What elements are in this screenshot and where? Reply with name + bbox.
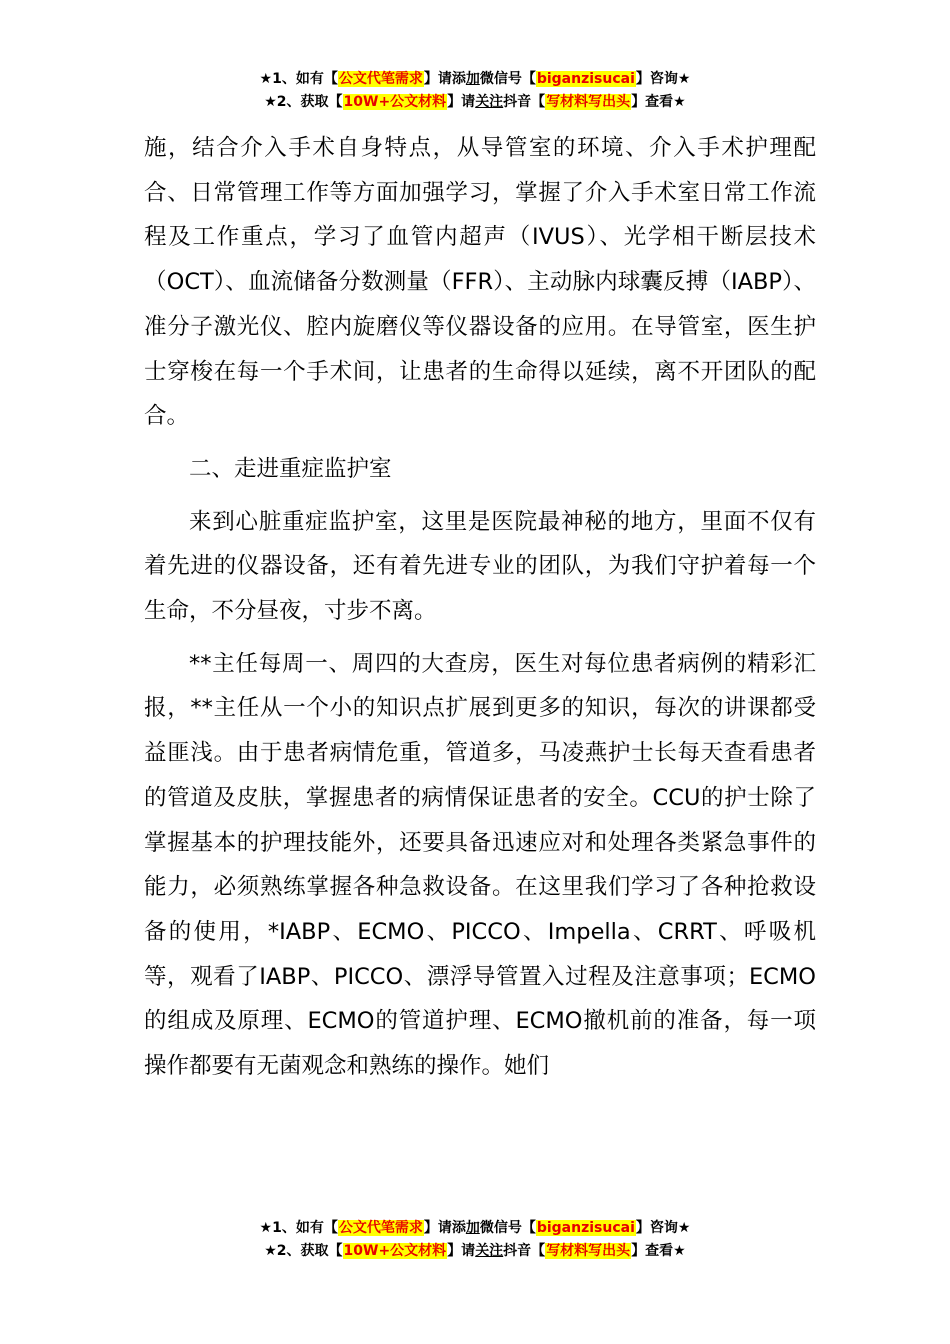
footer-line-1-suffix: 】咨询★ (635, 1220, 691, 1236)
footer-line-1-underlined: 加 (465, 1220, 480, 1236)
paragraph-icu-rounds: **主任每周一、周四的大查房，医生对每位患者病例的精彩汇报，**主任从一个小的知识点扩展到更多的知识，每次的讲课都受益匪浅。由于患者病情危重，管道多，马凌燕护士长每天查看患者的管道及皮肤，掌握患者的病情保证患者的安全。CCU的护士除了掌握基本的护理技能外，还要具备迅速应对和处理各类紧急事件的能力，必须熟练掌握各种急救设备。在这里我们学习了各种抢救设备的使用，*IABP、ECMO、PICCO、Impella、CRRT、呼吸机等，观看了IABP、PICCO、漂浮导管置入过程及注意事项；ECMO的组成及原理、ECMO的管道护理、ECMO撤机前的准备，每一项操作都要有无菌观念和熟练的操作。她们 (144, 650, 816, 1080)
banner-line-1-mid: 】请添 (423, 71, 466, 87)
footer-banner-line-2 (0, 1240, 950, 1263)
paragraph-continued: 施，结合介入手术自身特点，从导管室的环境、介入手术护理配合、日常管理工作等方面加强学习，掌握了介入手术室日常工作流程及工作重点，学习了血管内超声（IVUS）、光学相干断层技术（OCT）、血流储备分数测量（FFR）、主动脉内球囊反搏（IABP）、准分子激光仪、腔内旋磨仪等仪器设备的应用。在导管室，医生护士穿梭在每一个手术间，让患者的生命得以延续，离不开团队的配合。 (144, 135, 816, 430)
footer-line-2-mid: 】请 (447, 1243, 476, 1259)
banner-line-2-suffix: 】查看★ (631, 94, 686, 110)
banner-highlight-wechat-id: biganzisucai (536, 71, 635, 87)
banner-line-2-mid: 】请 (447, 94, 476, 110)
banner-line-1 (0, 68, 950, 91)
banner-line-2-mid-b: 抖音【 (503, 94, 546, 110)
banner-line-1-underlined: 加 (465, 71, 480, 87)
footer-line-2-underlined: 关注 (475, 1243, 504, 1259)
banner-highlight-douyin: 写材料写出头 (546, 94, 631, 110)
banner-line-2-prefix: ★2、获取【 (264, 94, 343, 110)
footer-highlight-wechat-id: biganzisucai (536, 1220, 635, 1236)
footer-line-1-mid-b: 微信号【 (479, 1220, 536, 1236)
header-banner (0, 68, 950, 114)
banner-line-2-underlined: 关注 (475, 94, 504, 110)
banner-highlight-service: 公文代笔需求 (338, 71, 423, 87)
banner-line-1-suffix: 】咨询★ (635, 71, 691, 87)
banner-highlight-materials: 10W+公文材料 (343, 94, 447, 110)
paragraph-icu-intro: 来到心脏重症监护室，这里是医院最神秘的地方，里面不仅有着先进的仪器设备，还有着先进专业的团队，为我们守护着每一个生命，不分昼夜，寸步不离。 (144, 508, 816, 625)
footer-banner-line-1 (0, 1217, 950, 1240)
banner-line-1-prefix: ★1、如有【 (259, 71, 338, 87)
section-heading-icu: 二、走进重症监护室 (189, 455, 392, 482)
banner-line-2 (0, 91, 950, 114)
footer-line-2-suffix: 】查看★ (631, 1243, 686, 1259)
footer-line-1-mid: 】请添 (423, 1220, 466, 1236)
footer-line-1-prefix: ★1、如有【 (259, 1220, 338, 1236)
document-body (144, 126, 816, 1089)
footer-banner (0, 1217, 950, 1263)
footer-line-2-prefix: ★2、获取【 (264, 1243, 343, 1259)
footer-highlight-materials: 10W+公文材料 (343, 1243, 447, 1259)
banner-line-1-mid-b: 微信号【 (479, 71, 536, 87)
footer-highlight-douyin: 写材料写出头 (546, 1243, 631, 1259)
footer-line-2-mid-b: 抖音【 (503, 1243, 546, 1259)
footer-highlight-service: 公文代笔需求 (338, 1220, 423, 1236)
